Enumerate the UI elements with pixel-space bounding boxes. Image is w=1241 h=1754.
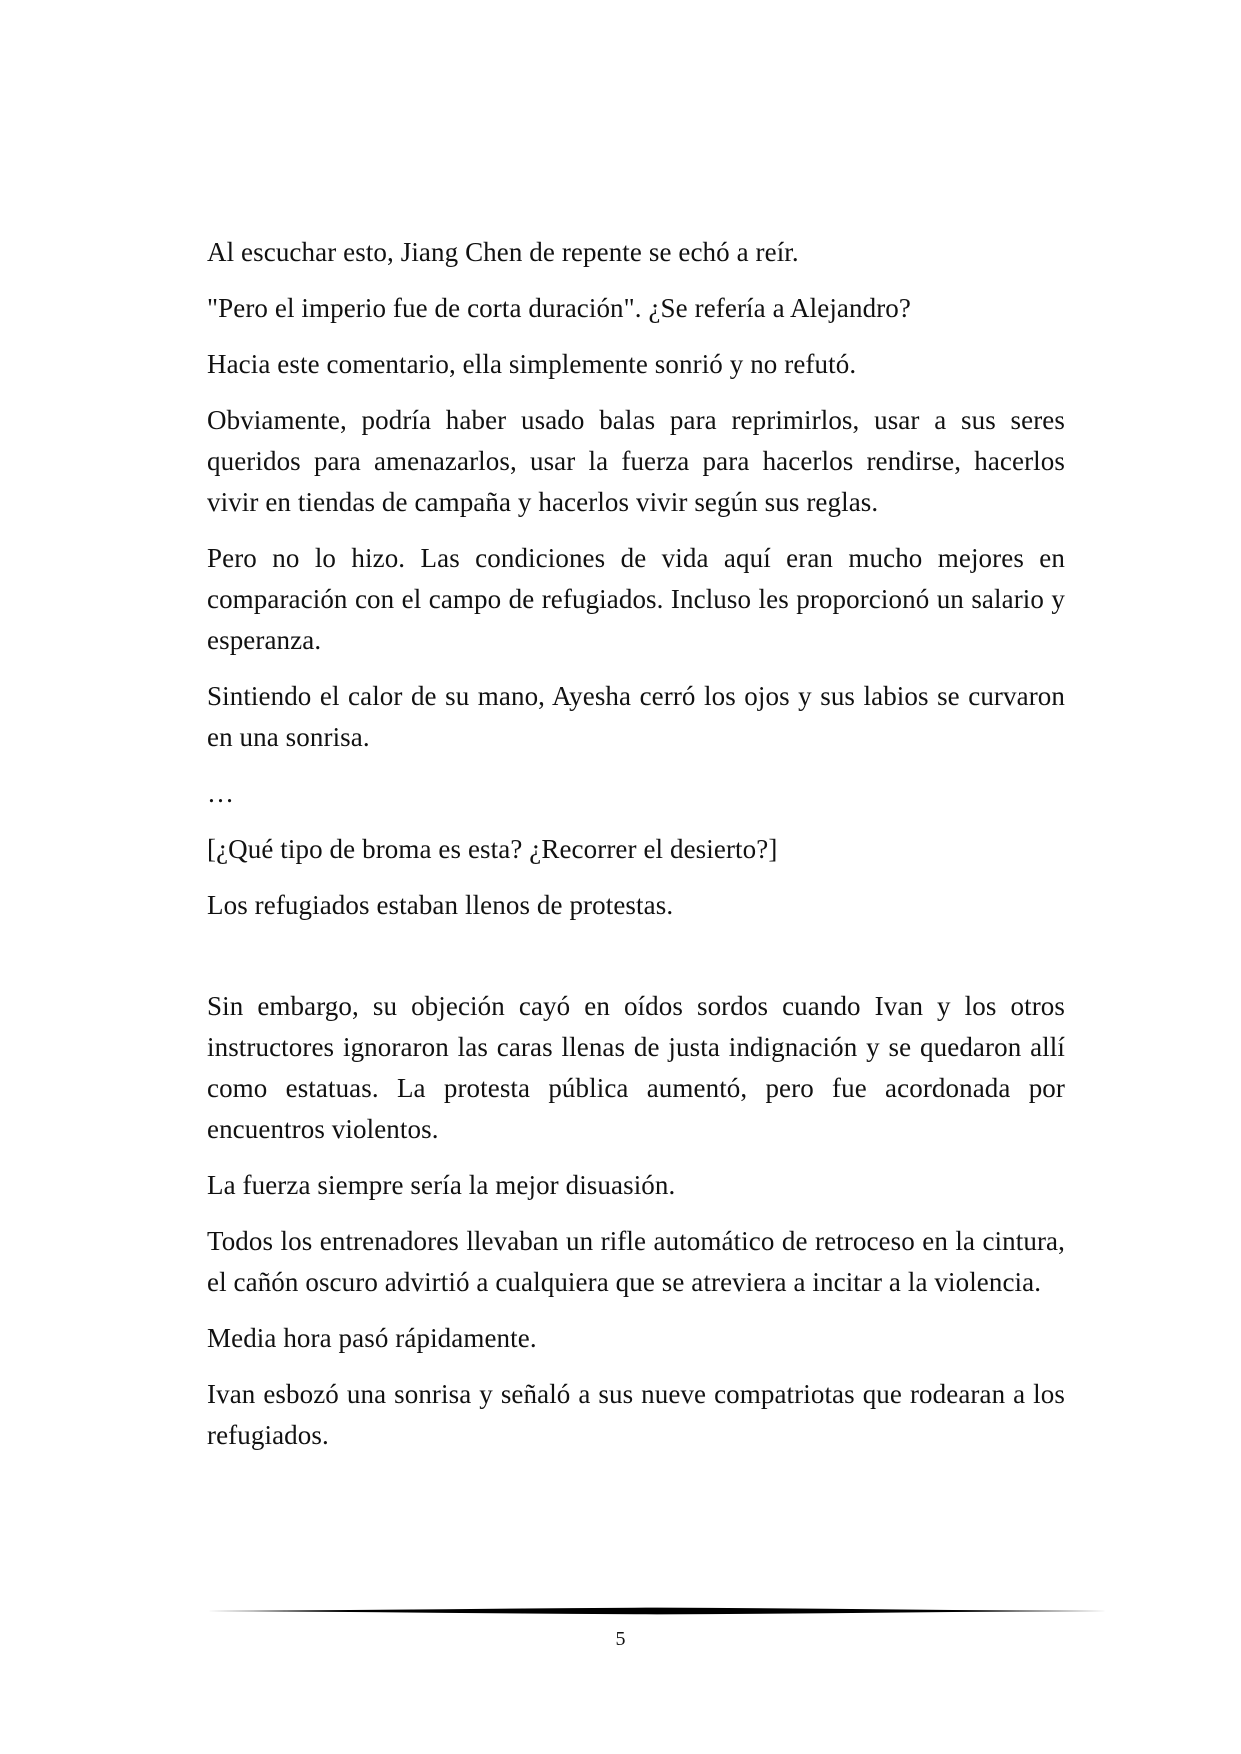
paragraph: Obviamente, podría haber usado balas para reprimirlos, usar a sus seres queridos para amenazarlos, usar la fuerza para hacerlos rendirse, hacerlos vivir en tiendas de campaña y hacerlos vivir según sus reglas. <box>207 405 1065 517</box>
scene-break-ellipsis: … <box>207 778 235 808</box>
paragraph: [¿Qué tipo de broma es esta? ¿Recorrer el desierto?] <box>207 834 778 864</box>
paragraph: Hacia este comentario, ella simplemente sonrió y no refutó. <box>207 349 857 379</box>
paragraph: La fuerza siempre sería la mejor disuasión. <box>207 1170 676 1200</box>
paragraph: Sintiendo el calor de su mano, Ayesha cerró los ojos y sus labios se curvaron en una sonrisa. <box>207 681 1065 752</box>
page-number: 5 <box>615 1628 626 1650</box>
paragraph: Sin embargo, su objeción cayó en oídos sordos cuando Ivan y los otros instructores ignoraron las caras llenas de justa indignación y se quedaron allí como estatuas. La protesta pública aumentó, pero fue acordonada por encuentros violentos. <box>207 991 1065 1144</box>
paragraph: Los refugiados estaban llenos de protestas. <box>207 890 674 920</box>
paragraph: Media hora pasó rápidamente. <box>207 1323 537 1353</box>
footer-divider <box>207 1605 1107 1617</box>
page-body <box>207 232 1065 1471</box>
paragraph: Pero no lo hizo. Las condiciones de vida aquí eran mucho mejores en comparación con el campo de refugiados. Incluso les proporcionó un salario y esperanza. <box>207 543 1065 655</box>
paragraph: "Pero el imperio fue de corta duración". ¿Se refería a Alejandro? <box>207 293 911 323</box>
paragraph: Todos los entrenadores llevaban un rifle automático de retroceso en la cintura, el cañón oscuro advirtió a cualquiera que se atreviera a incitar a la violencia. <box>207 1226 1065 1297</box>
paragraph: Al escuchar esto, Jiang Chen de repente se echó a reír. <box>207 237 799 267</box>
paragraph: Ivan esbozó una sonrisa y señaló a sus nueve compatriotas que rodearan a los refugiados. <box>207 1379 1065 1450</box>
